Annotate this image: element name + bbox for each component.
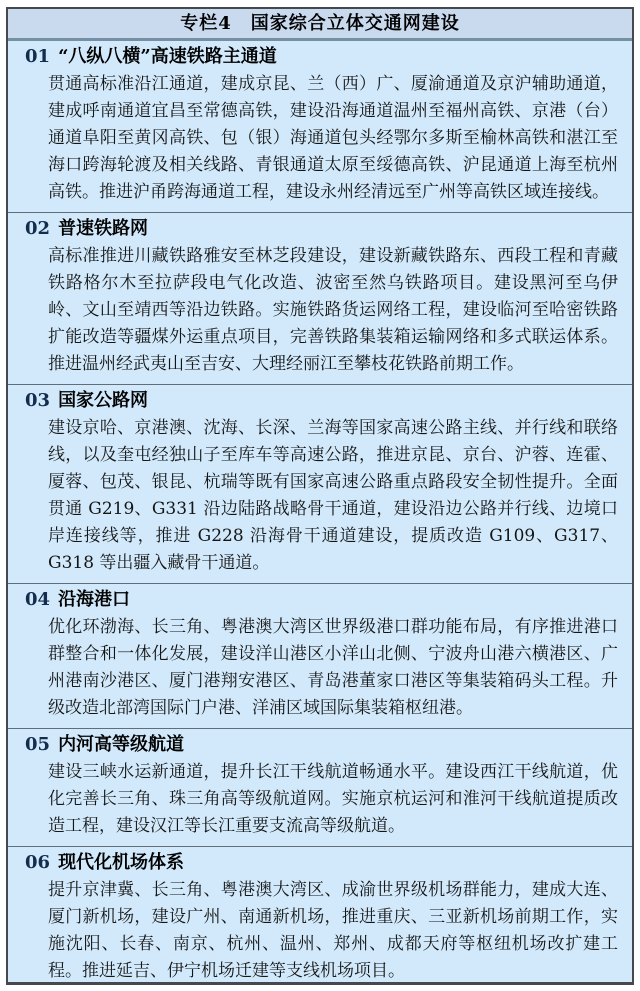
box-body — [8, 41, 632, 985]
section-number: 06 — [25, 852, 51, 873]
section-heading — [8, 216, 632, 242]
plan-box — [6, 7, 634, 985]
section-body-text: 建设三峡水运新通道，提升长江干线航道畅通水平。建设西江干线航道，优化完善长三角、珠三角高等级航道网。实施京杭运河和淮河干线航道提质改造工程，建设汉江等长江重要支流高等级航道。 — [48, 762, 618, 836]
section-conventional-rail — [8, 213, 632, 385]
section-airport-system — [8, 847, 632, 985]
section-heading — [8, 732, 632, 758]
section-inland-waterways — [8, 729, 632, 847]
section-number: 03 — [25, 390, 51, 411]
section-body-text: 贯通高标准沿江通道，建成京昆、兰（西）广、厦渝通道及京沪辅助通道，建成呼南通道宜昌至常德高铁，建设沿海通道温州至福州高铁、京港（台）通道阜阳至黄冈高铁、包（银）海通道包头经鄂尔多斯至榆林高铁和湛江至海口跨海轮渡及相关线路、青银通道太原至绥德高铁、沪昆通道上海至杭州高铁。推进沪甬跨海通道工程，建设永州经清远至广州等高铁区域连接线。 — [48, 74, 618, 202]
section-body-text: 建设京哈、京港澳、沈海、长深、兰海等国家高速公路主线、并行线和联络线，以及奎屯经独山子至库车等高速公路，推进京昆、京台、沪蓉、连霍、厦蓉、包茂、银昆、杭瑞等既有国家高速公路重点路段安全韧性提升。全面贯通 G219、G331 沿边陆路战略骨干通道，建设沿边公路并行线、边境口岸连接线等，推进 G228 沿海骨干通道建设，提质改造 G109、G317、G318 等出疆入藏骨干通道。 — [48, 418, 618, 573]
section-title: 现代化机场体系 — [58, 852, 185, 873]
section-title: 内河高等级航道 — [58, 734, 185, 755]
section-heading — [8, 587, 632, 613]
section-title: 沿海港口 — [58, 589, 131, 610]
section-heading — [8, 388, 632, 414]
section-body-text: 提升京津冀、长三角、粤港澳大湾区、成渝世界级机场群能力，建成大连、厦门新机场，建设广州、南通新机场，推进重庆、三亚新机场前期工作，实施沈阳、长春、南京、杭州、温州、郑州、成都天府等枢纽机场改扩建工程。推进延吉、伊宁机场迁建等支线机场项目。 — [48, 880, 618, 981]
section-heading — [8, 850, 632, 876]
section-title: 普速铁路网 — [58, 218, 149, 239]
section-number: 05 — [25, 734, 51, 755]
section-heading — [8, 44, 632, 70]
section-number: 01 — [25, 46, 51, 67]
section-national-highways — [8, 385, 632, 584]
section-body-text: 优化环渤海、长三角、粤港澳大湾区世界级港口群功能布局，有序推进港口群整合和一体化发展，建设洋山港区小洋山北侧、宁波舟山港六横港区、广州港南沙港区、厦门港翔安港区、青岛港董家口港区等集装箱码头工程。升级改造北部湾国际门户港、洋浦区域国际集装箱枢纽港。 — [48, 617, 618, 718]
box-title: 专栏4 国家综合立体交通网建设 — [8, 9, 632, 41]
section-coastal-ports — [8, 584, 632, 729]
section-number: 04 — [25, 589, 51, 610]
section-high-speed-rail — [8, 41, 632, 213]
section-body-text: 高标准推进川藏铁路雅安至林芝段建设，建设新藏铁路东、西段工程和青藏铁路格尔木至拉萨段电气化改造、波密至然乌铁路项目。建设黑河至乌伊岭、文山至靖西等沿边铁路。实施铁路货运网络工程，建设临河至哈密铁路扩能改造等疆煤外运重点项目，完善铁路集装箱运输网络和多式联运体系。推进温州经武夷山至吉安、大理经丽江至攀枝花铁路前期工作。 — [48, 246, 618, 374]
section-title: “八纵八横”高速铁路主通道 — [58, 46, 277, 67]
section-title: 国家公路网 — [58, 390, 149, 411]
section-number: 02 — [25, 218, 51, 239]
